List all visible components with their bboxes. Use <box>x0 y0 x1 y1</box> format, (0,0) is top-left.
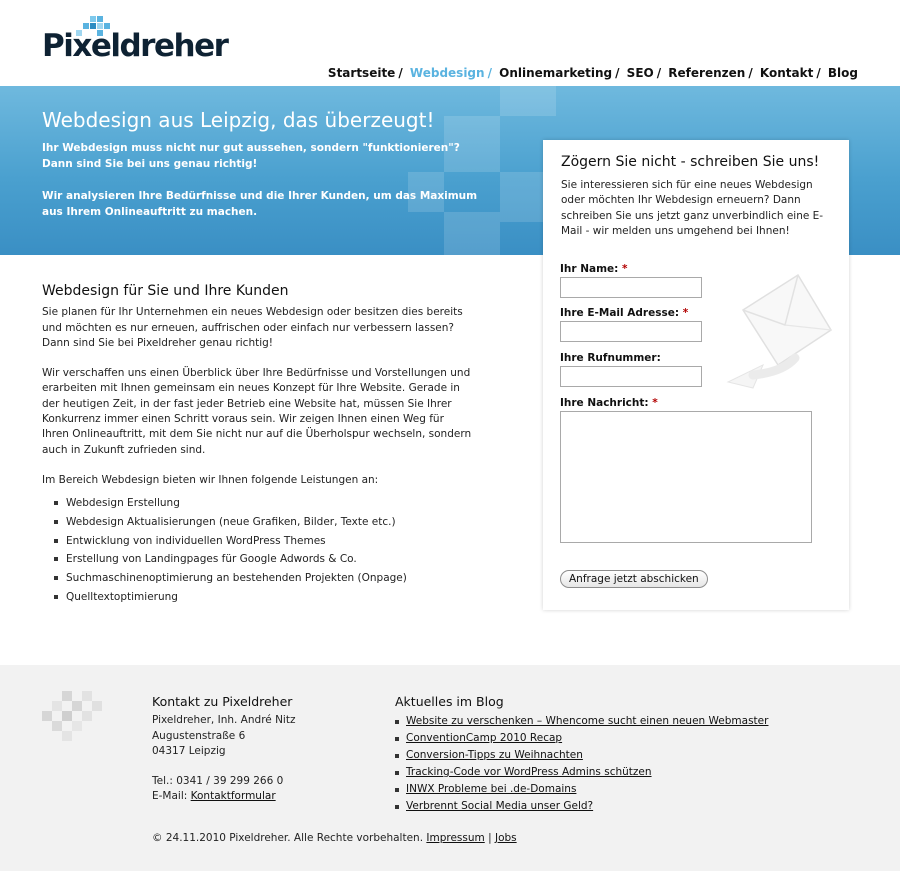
site-logo[interactable] <box>42 14 232 66</box>
copyright-text: © 24.11.2010 Pixeldreher. Alle Rechte vorbehalten. <box>152 832 424 844</box>
list-item: Webdesign Erstellung <box>42 494 472 513</box>
pixel-squares-icon <box>42 691 104 743</box>
list-item: Quelltextoptimierung <box>42 588 472 607</box>
blog-post-link[interactable]: Conversion-Tipps zu Weihnachten <box>406 749 583 762</box>
nav-referenzen[interactable]: Referenzen <box>668 66 746 80</box>
submit-button[interactable]: Anfrage jetzt abschicken <box>560 570 708 588</box>
services-list <box>42 494 472 606</box>
phone-number: Tel.: 0341 / 39 299 266 0 <box>152 775 284 788</box>
site-header <box>0 0 900 86</box>
main-navigation <box>328 66 858 80</box>
email-label: Ihre E-Mail Adresse: * <box>560 307 689 319</box>
list-item: Webdesign Aktualisierungen (neue Grafiken, Bilder, Texte etc.) <box>42 513 472 532</box>
list-item <box>395 764 768 781</box>
banner-line: Ihr Webdesign muss nicht nur gut aussehen, sondern "funktionieren"? <box>42 142 460 154</box>
main-paragraph: Im Bereich Webdesign bieten wir Ihnen folgende Leistungen an: <box>42 473 379 486</box>
nav-blog[interactable]: Blog <box>827 66 858 80</box>
address-line: Pixeldreher, Inh. André Nitz <box>152 714 296 727</box>
banner-line: Dann sind Sie bei uns genau richtig! <box>42 158 258 170</box>
contact-form-link[interactable]: Kontaktformular <box>190 790 276 803</box>
main-paragraph: Sie planen für Ihr Unternehmen ein neues Webdesign oder besitzen dies bereits und möchten es nur erneuen, auffrischen oder einfach nur verbessern lassen? Dann sind Sie bei Pixeldreher genau richtig! <box>42 306 463 349</box>
list-item <box>395 781 768 798</box>
banner-title: Webdesign aus Leipzig, das überzeugt! <box>42 108 435 132</box>
address-line: Augustenstraße 6 <box>152 729 246 742</box>
contact-form-card <box>543 140 849 610</box>
main-content <box>42 284 472 606</box>
form-title: Zögern Sie nicht - schreiben Sie uns! <box>561 154 820 170</box>
email-line: E-Mail: Kontaktformular <box>152 790 276 803</box>
nav-onlinemarketing[interactable]: Onlinemarketing <box>499 66 613 80</box>
envelope-arrow-icon <box>723 270 833 390</box>
nav-separator: / <box>816 66 821 80</box>
blog-post-list <box>395 713 768 815</box>
list-item: Entwicklung von individuellen WordPress Themes <box>42 532 472 551</box>
logo-text: Pixeldreher <box>42 28 228 64</box>
address-line: 04317 Leipzig <box>152 744 226 757</box>
nav-startseite[interactable]: Startseite <box>327 66 396 80</box>
message-textarea[interactable] <box>560 411 812 543</box>
impressum-link[interactable]: Impressum <box>426 832 485 844</box>
list-item: Suchmaschinenoptimierung an bestehenden Projekten (Onpage) <box>42 569 472 588</box>
banner-decor-square <box>500 172 544 222</box>
nav-separator: / <box>748 66 753 80</box>
copyright-line <box>152 832 517 844</box>
list-item <box>395 747 768 764</box>
site-footer <box>0 665 900 871</box>
name-input[interactable] <box>560 277 702 298</box>
link-separator: | <box>488 832 492 844</box>
form-intro: Sie interessieren sich für eine neues Webdesign oder möchten Ihr Webdesign erneuern? Dann schreiben Sie uns jetzt ganz unverbindlich eine E-Mail - wir melden uns umgehend bei Ihnen! <box>561 179 824 237</box>
blog-post-link[interactable]: Tracking-Code vor WordPress Admins schützen <box>406 766 652 779</box>
blog-post-link[interactable]: INWX Probleme bei .de-Domains <box>406 783 577 796</box>
jobs-link[interactable]: Jobs <box>494 832 517 844</box>
list-item: Erstellung von Landingpages für Google Adwords & Co. <box>42 550 472 569</box>
email-input[interactable] <box>560 321 702 342</box>
banner-line: Wir analysieren Ihre Bedürfnisse und die Ihrer Kunden, um das Maximum aus Ihrem Onlineauftritt zu machen. <box>42 190 478 218</box>
list-item <box>395 798 768 815</box>
nav-webdesign[interactable]: Webdesign <box>409 66 485 80</box>
banner-text <box>42 140 482 220</box>
message-label: Ihre Nachricht: * <box>560 397 658 409</box>
blog-post-link[interactable]: Verbrennt Social Media unser Geld? <box>406 800 594 813</box>
list-item <box>395 713 768 730</box>
banner-decor-square <box>500 86 556 116</box>
list-item <box>395 730 768 747</box>
phone-label: Ihre Rufnummer: <box>560 352 661 364</box>
footer-blog <box>395 694 768 815</box>
footer-contact <box>152 694 295 805</box>
blog-post-link[interactable]: ConventionCamp 2010 Recap <box>406 732 563 745</box>
nav-separator: / <box>398 66 403 80</box>
footer-blog-heading: Aktuelles im Blog <box>395 694 504 709</box>
main-heading: Webdesign für Sie und Ihre Kunden <box>42 283 289 299</box>
nav-seo[interactable]: SEO <box>626 66 654 80</box>
nav-separator: / <box>615 66 620 80</box>
main-paragraph: Wir verschaffen uns einen Überblick über Ihre Bedürfnisse und Vorstellungen und erarbeiten mit Ihnen gemeinsam ein neues Konzept für Ihre Website. Gerade in der heutigen Zeit, in der fast jeder Betrieb eine Website hat, müssen Sie Ihrer Konkurrenz immer einen Schritt voraus sein. Wir zeigen Ihnen einen Weg für Ihren Onlineauftritt, mit dem Sie nicht nur auf die Überholspur wechseln, sondern auch in Zukunft zufrieden sind. <box>42 367 472 456</box>
nav-kontakt[interactable]: Kontakt <box>759 66 814 80</box>
footer-contact-heading: Kontakt zu Pixeldreher <box>152 694 293 709</box>
blog-post-link[interactable]: Website zu verschenken – Whencome sucht einen neuen Webmaster <box>406 715 769 728</box>
phone-input[interactable] <box>560 366 702 387</box>
name-label: Ihr Name: * <box>560 263 628 275</box>
nav-separator: / <box>656 66 662 80</box>
nav-separator: / <box>487 66 492 80</box>
